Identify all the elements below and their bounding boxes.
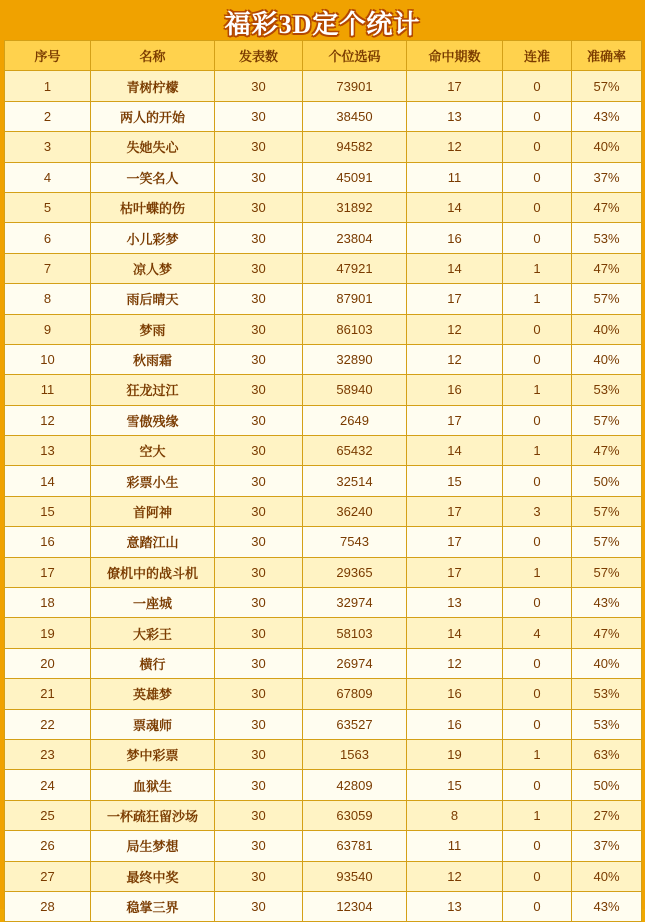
cell-streak: 0 xyxy=(503,162,572,192)
table-row xyxy=(5,466,642,496)
cell-streak: 1 xyxy=(503,436,572,466)
cell-index: 19 xyxy=(5,618,91,648)
cell-digit-code: 23804 xyxy=(303,223,407,253)
cell-index: 1 xyxy=(5,71,91,101)
cell-digit-code: 32974 xyxy=(303,588,407,618)
table-row xyxy=(5,375,642,405)
cell-hit-periods: 12 xyxy=(407,344,503,374)
table-row xyxy=(5,709,642,739)
cell-hit-periods: 14 xyxy=(407,618,503,648)
cell-index: 13 xyxy=(5,436,91,466)
cell-streak: 0 xyxy=(503,132,572,162)
table-row xyxy=(5,101,642,131)
cell-name: 大彩王 xyxy=(91,618,215,648)
cell-name: 梦雨 xyxy=(91,314,215,344)
cell-index: 28 xyxy=(5,891,91,921)
cell-accuracy: 47% xyxy=(572,618,642,648)
column-header-index: 序号 xyxy=(5,41,91,71)
cell-post-count: 30 xyxy=(215,375,303,405)
cell-index: 21 xyxy=(5,679,91,709)
cell-streak: 0 xyxy=(503,831,572,861)
table-row xyxy=(5,436,642,466)
cell-accuracy: 43% xyxy=(572,891,642,921)
cell-accuracy: 37% xyxy=(572,831,642,861)
cell-post-count: 30 xyxy=(215,71,303,101)
cell-name: 两人的开始 xyxy=(91,101,215,131)
cell-name: 彩票小生 xyxy=(91,466,215,496)
cell-name: 小儿彩梦 xyxy=(91,223,215,253)
cell-index: 24 xyxy=(5,770,91,800)
cell-post-count: 30 xyxy=(215,679,303,709)
cell-digit-code: 67809 xyxy=(303,679,407,709)
cell-hit-periods: 17 xyxy=(407,557,503,587)
cell-streak: 0 xyxy=(503,770,572,800)
cell-accuracy: 40% xyxy=(572,344,642,374)
cell-index: 7 xyxy=(5,253,91,283)
cell-index: 12 xyxy=(5,405,91,435)
cell-post-count: 30 xyxy=(215,831,303,861)
cell-digit-code: 63059 xyxy=(303,800,407,830)
column-header-hit-periods: 命中期数 xyxy=(407,41,503,71)
cell-index: 3 xyxy=(5,132,91,162)
cell-index: 17 xyxy=(5,557,91,587)
cell-digit-code: 32514 xyxy=(303,466,407,496)
table-row xyxy=(5,831,642,861)
cell-name: 秋雨霜 xyxy=(91,344,215,374)
cell-hit-periods: 12 xyxy=(407,132,503,162)
cell-post-count: 30 xyxy=(215,405,303,435)
cell-digit-code: 38450 xyxy=(303,101,407,131)
cell-hit-periods: 16 xyxy=(407,679,503,709)
cell-name: 票魂师 xyxy=(91,709,215,739)
cell-digit-code: 2649 xyxy=(303,405,407,435)
cell-post-count: 30 xyxy=(215,739,303,769)
cell-accuracy: 40% xyxy=(572,648,642,678)
cell-streak: 1 xyxy=(503,557,572,587)
cell-hit-periods: 17 xyxy=(407,496,503,526)
cell-post-count: 30 xyxy=(215,436,303,466)
cell-hit-periods: 15 xyxy=(407,466,503,496)
table-row xyxy=(5,253,642,283)
cell-post-count: 30 xyxy=(215,466,303,496)
cell-name: 一杯疏狂留沙场 xyxy=(91,800,215,830)
cell-name: 局生梦想 xyxy=(91,831,215,861)
cell-name: 最终中奖 xyxy=(91,861,215,891)
cell-digit-code: 63781 xyxy=(303,831,407,861)
cell-streak: 0 xyxy=(503,588,572,618)
cell-streak: 1 xyxy=(503,253,572,283)
table-row xyxy=(5,527,642,557)
cell-accuracy: 57% xyxy=(572,71,642,101)
cell-accuracy: 53% xyxy=(572,679,642,709)
cell-accuracy: 40% xyxy=(572,861,642,891)
cell-hit-periods: 12 xyxy=(407,314,503,344)
cell-streak: 4 xyxy=(503,618,572,648)
cell-accuracy: 43% xyxy=(572,588,642,618)
cell-accuracy: 63% xyxy=(572,739,642,769)
cell-accuracy: 37% xyxy=(572,162,642,192)
cell-digit-code: 36240 xyxy=(303,496,407,526)
cell-accuracy: 47% xyxy=(572,192,642,222)
cell-digit-code: 93540 xyxy=(303,861,407,891)
cell-post-count: 30 xyxy=(215,253,303,283)
cell-streak: 1 xyxy=(503,800,572,830)
cell-digit-code: 26974 xyxy=(303,648,407,678)
cell-post-count: 30 xyxy=(215,101,303,131)
cell-hit-periods: 12 xyxy=(407,861,503,891)
cell-streak: 1 xyxy=(503,284,572,314)
cell-hit-periods: 17 xyxy=(407,284,503,314)
table-row xyxy=(5,648,642,678)
cell-hit-periods: 13 xyxy=(407,588,503,618)
table-header-row xyxy=(5,41,642,71)
cell-index: 18 xyxy=(5,588,91,618)
cell-hit-periods: 17 xyxy=(407,71,503,101)
cell-index: 20 xyxy=(5,648,91,678)
cell-index: 4 xyxy=(5,162,91,192)
cell-index: 27 xyxy=(5,861,91,891)
cell-post-count: 30 xyxy=(215,557,303,587)
cell-index: 11 xyxy=(5,375,91,405)
column-header-digit-code: 个位选码 xyxy=(303,41,407,71)
cell-post-count: 30 xyxy=(215,314,303,344)
cell-index: 16 xyxy=(5,527,91,557)
statistics-table xyxy=(4,40,642,922)
cell-post-count: 30 xyxy=(215,284,303,314)
cell-hit-periods: 11 xyxy=(407,831,503,861)
cell-digit-code: 7543 xyxy=(303,527,407,557)
cell-name: 梦中彩票 xyxy=(91,739,215,769)
table-row xyxy=(5,344,642,374)
cell-index: 9 xyxy=(5,314,91,344)
cell-hit-periods: 14 xyxy=(407,253,503,283)
cell-hit-periods: 13 xyxy=(407,891,503,921)
cell-accuracy: 57% xyxy=(572,496,642,526)
cell-name: 雨后晴天 xyxy=(91,284,215,314)
table-row xyxy=(5,861,642,891)
column-header-accuracy: 准确率 xyxy=(572,41,642,71)
cell-name: 枯叶蝶的伤 xyxy=(91,192,215,222)
cell-post-count: 30 xyxy=(215,588,303,618)
column-header-post-count: 发表数 xyxy=(215,41,303,71)
cell-name: 雪傲残缘 xyxy=(91,405,215,435)
cell-accuracy: 40% xyxy=(572,314,642,344)
table-row xyxy=(5,192,642,222)
cell-accuracy: 47% xyxy=(572,253,642,283)
cell-index: 5 xyxy=(5,192,91,222)
cell-post-count: 30 xyxy=(215,527,303,557)
cell-name: 意踏江山 xyxy=(91,527,215,557)
cell-index: 14 xyxy=(5,466,91,496)
cell-hit-periods: 16 xyxy=(407,709,503,739)
cell-accuracy: 57% xyxy=(572,557,642,587)
cell-post-count: 30 xyxy=(215,709,303,739)
table-row xyxy=(5,739,642,769)
cell-index: 10 xyxy=(5,344,91,374)
cell-post-count: 30 xyxy=(215,648,303,678)
table-row xyxy=(5,284,642,314)
cell-name: 横行 xyxy=(91,648,215,678)
cell-name: 稳掌三界 xyxy=(91,891,215,921)
cell-streak: 0 xyxy=(503,679,572,709)
cell-name: 青树柠檬 xyxy=(91,71,215,101)
cell-streak: 0 xyxy=(503,223,572,253)
cell-streak: 0 xyxy=(503,192,572,222)
cell-post-count: 30 xyxy=(215,800,303,830)
cell-hit-periods: 14 xyxy=(407,436,503,466)
cell-streak: 0 xyxy=(503,861,572,891)
cell-accuracy: 27% xyxy=(572,800,642,830)
cell-streak: 0 xyxy=(503,71,572,101)
cell-streak: 0 xyxy=(503,466,572,496)
cell-digit-code: 73901 xyxy=(303,71,407,101)
cell-digit-code: 87901 xyxy=(303,284,407,314)
cell-name: 一笑名人 xyxy=(91,162,215,192)
cell-index: 6 xyxy=(5,223,91,253)
cell-index: 15 xyxy=(5,496,91,526)
cell-digit-code: 58940 xyxy=(303,375,407,405)
cell-digit-code: 31892 xyxy=(303,192,407,222)
cell-hit-periods: 8 xyxy=(407,800,503,830)
cell-streak: 0 xyxy=(503,891,572,921)
column-header-name: 名称 xyxy=(91,41,215,71)
cell-index: 23 xyxy=(5,739,91,769)
cell-hit-periods: 15 xyxy=(407,770,503,800)
table-row xyxy=(5,132,642,162)
cell-streak: 0 xyxy=(503,314,572,344)
cell-accuracy: 57% xyxy=(572,405,642,435)
cell-hit-periods: 19 xyxy=(407,739,503,769)
cell-hit-periods: 16 xyxy=(407,375,503,405)
cell-index: 25 xyxy=(5,800,91,830)
table-row xyxy=(5,770,642,800)
cell-post-count: 30 xyxy=(215,618,303,648)
cell-streak: 1 xyxy=(503,739,572,769)
cell-digit-code: 45091 xyxy=(303,162,407,192)
cell-streak: 0 xyxy=(503,709,572,739)
cell-streak: 1 xyxy=(503,375,572,405)
cell-digit-code: 29365 xyxy=(303,557,407,587)
cell-name: 僚机中的战斗机 xyxy=(91,557,215,587)
cell-digit-code: 47921 xyxy=(303,253,407,283)
cell-hit-periods: 11 xyxy=(407,162,503,192)
cell-index: 26 xyxy=(5,831,91,861)
cell-name: 失她失心 xyxy=(91,132,215,162)
cell-streak: 0 xyxy=(503,344,572,374)
table-row xyxy=(5,618,642,648)
cell-post-count: 30 xyxy=(215,162,303,192)
cell-index: 2 xyxy=(5,101,91,131)
cell-accuracy: 43% xyxy=(572,101,642,131)
cell-hit-periods: 16 xyxy=(407,223,503,253)
cell-digit-code: 63527 xyxy=(303,709,407,739)
cell-post-count: 30 xyxy=(215,891,303,921)
cell-streak: 0 xyxy=(503,527,572,557)
cell-post-count: 30 xyxy=(215,223,303,253)
table-row xyxy=(5,891,642,921)
cell-hit-periods: 13 xyxy=(407,101,503,131)
cell-index: 8 xyxy=(5,284,91,314)
table-row xyxy=(5,223,642,253)
table-row xyxy=(5,800,642,830)
title-bar xyxy=(4,4,641,40)
cell-accuracy: 53% xyxy=(572,709,642,739)
table-row xyxy=(5,71,642,101)
cell-hit-periods: 17 xyxy=(407,527,503,557)
cell-accuracy: 50% xyxy=(572,770,642,800)
table-body xyxy=(5,71,642,922)
cell-name: 空大 xyxy=(91,436,215,466)
cell-index: 22 xyxy=(5,709,91,739)
cell-accuracy: 40% xyxy=(572,132,642,162)
page-title: 福彩3D定个统计 xyxy=(224,9,421,39)
cell-name: 首阿神 xyxy=(91,496,215,526)
table-row xyxy=(5,496,642,526)
cell-post-count: 30 xyxy=(215,861,303,891)
cell-accuracy: 47% xyxy=(572,436,642,466)
cell-digit-code: 65432 xyxy=(303,436,407,466)
cell-accuracy: 53% xyxy=(572,223,642,253)
cell-digit-code: 12304 xyxy=(303,891,407,921)
cell-post-count: 30 xyxy=(215,132,303,162)
cell-name: 英雄梦 xyxy=(91,679,215,709)
cell-digit-code: 42809 xyxy=(303,770,407,800)
cell-digit-code: 58103 xyxy=(303,618,407,648)
cell-digit-code: 32890 xyxy=(303,344,407,374)
cell-post-count: 30 xyxy=(215,770,303,800)
cell-digit-code: 86103 xyxy=(303,314,407,344)
cell-name: 凉人梦 xyxy=(91,253,215,283)
cell-name: 血狱生 xyxy=(91,770,215,800)
cell-hit-periods: 12 xyxy=(407,648,503,678)
column-header-streak: 连准 xyxy=(503,41,572,71)
cell-name: 狂龙过江 xyxy=(91,375,215,405)
table-header xyxy=(5,41,642,71)
cell-accuracy: 53% xyxy=(572,375,642,405)
cell-hit-periods: 14 xyxy=(407,192,503,222)
table-row xyxy=(5,162,642,192)
cell-name: 一座城 xyxy=(91,588,215,618)
table-row xyxy=(5,588,642,618)
cell-post-count: 30 xyxy=(215,344,303,374)
cell-hit-periods: 17 xyxy=(407,405,503,435)
cell-streak: 0 xyxy=(503,405,572,435)
cell-streak: 0 xyxy=(503,648,572,678)
cell-post-count: 30 xyxy=(215,192,303,222)
cell-streak: 0 xyxy=(503,101,572,131)
table-row xyxy=(5,314,642,344)
cell-accuracy: 50% xyxy=(572,466,642,496)
cell-digit-code: 1563 xyxy=(303,739,407,769)
cell-accuracy: 57% xyxy=(572,284,642,314)
cell-digit-code: 94582 xyxy=(303,132,407,162)
cell-streak: 3 xyxy=(503,496,572,526)
cell-post-count: 30 xyxy=(215,496,303,526)
table-row xyxy=(5,405,642,435)
cell-accuracy: 57% xyxy=(572,527,642,557)
table-row xyxy=(5,557,642,587)
table-row xyxy=(5,679,642,709)
